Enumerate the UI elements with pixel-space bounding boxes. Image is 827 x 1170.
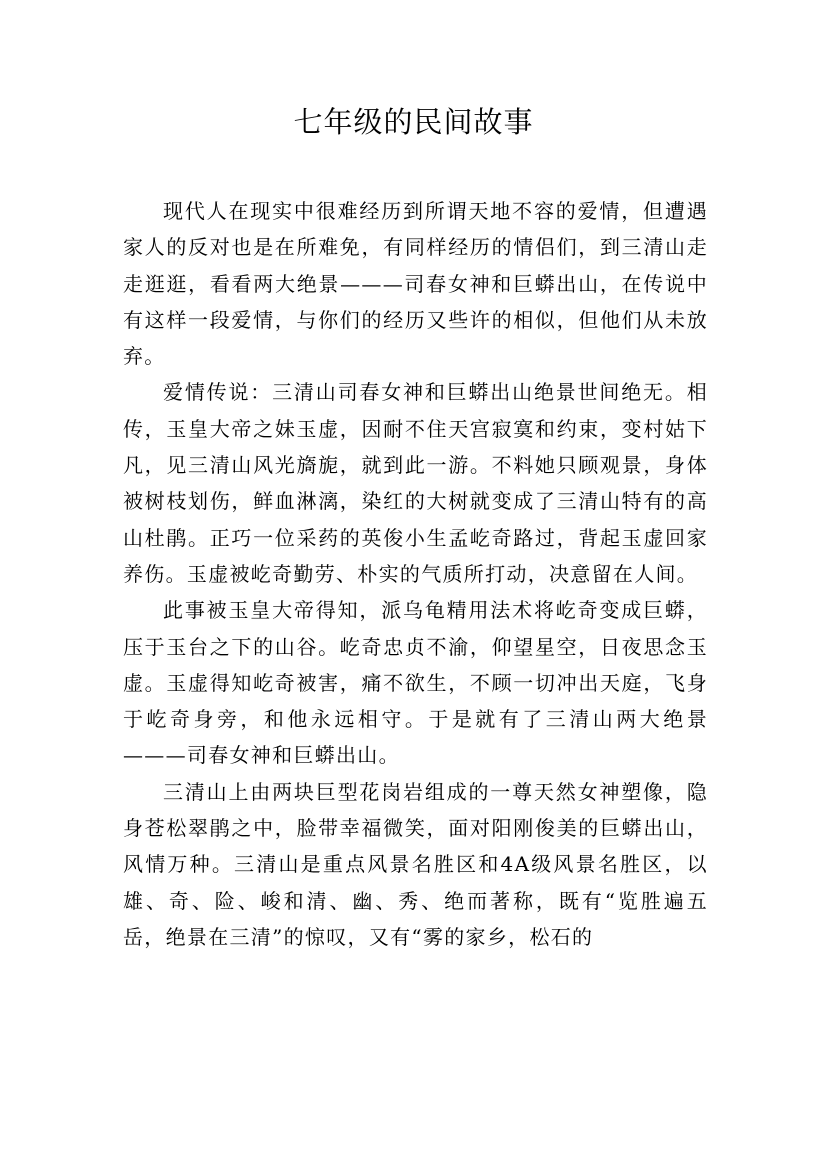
- document-body: [123, 193, 708, 955]
- paragraph-jade-emperor: 此事被玉皇大帝得知，派乌龟精用法术将屹奇变成巨蟒，压于玉台之下的山谷。屹奇忠贞不渝，仰望星空，日夜思念玉虚。玉虚得知屹奇被害，痛不欲生，不顾一切冲出天庭，飞身于屹奇身旁，和他永远相守。于是就有了三清山两大绝景———司春女神和巨蟒出山。: [123, 598, 708, 768]
- paragraph-love-legend: 爱情传说：三清山司春女神和巨蟒出山绝景世间绝无。相传，玉皇大帝之妹玉虚，因耐不住天宫寂寞和约束，变村姑下凡，见三清山风光旖旎，就到此一游。不料她只顾观景，身体被树枝划伤，鲜血淋漓，染红的大树就变成了三清山特有的高山杜鹃。正巧一位采药的英俊小生孟屹奇路过，背起玉虚回家养伤。玉虚被屹奇勤劳、朴实的气质所打动，决意留在人间。: [123, 380, 708, 586]
- paragraph-intro: 现代人在现实中很难经历到所谓天地不容的爱情，但遭遇家人的反对也是在所难免，有同样经历的情侣们，到三清山走走逛逛，看看两大绝景———司春女神和巨蟒出山，在传说中有这样一段爱情，与你们的经历又些许的相似，但他们从未放弃。: [123, 199, 708, 369]
- document-title: 七年级的民间故事: [293, 105, 534, 139]
- paragraph-sanqing-mountain: 三清山上由两块巨型花岗岩组成的一尊天然女神塑像，隐身苍松翠鹃之中，脸带幸福微笑，面对阳刚俊美的巨蟒出山，风情万种。三清山是重点风景名胜区和4A级风景名胜区，以雄、奇、险、峻和清、幽、秀、绝而著称，既有“览胜遍五岳，绝景在三清”的惊叹，又有“雾的家乡，松石的: [123, 779, 708, 949]
